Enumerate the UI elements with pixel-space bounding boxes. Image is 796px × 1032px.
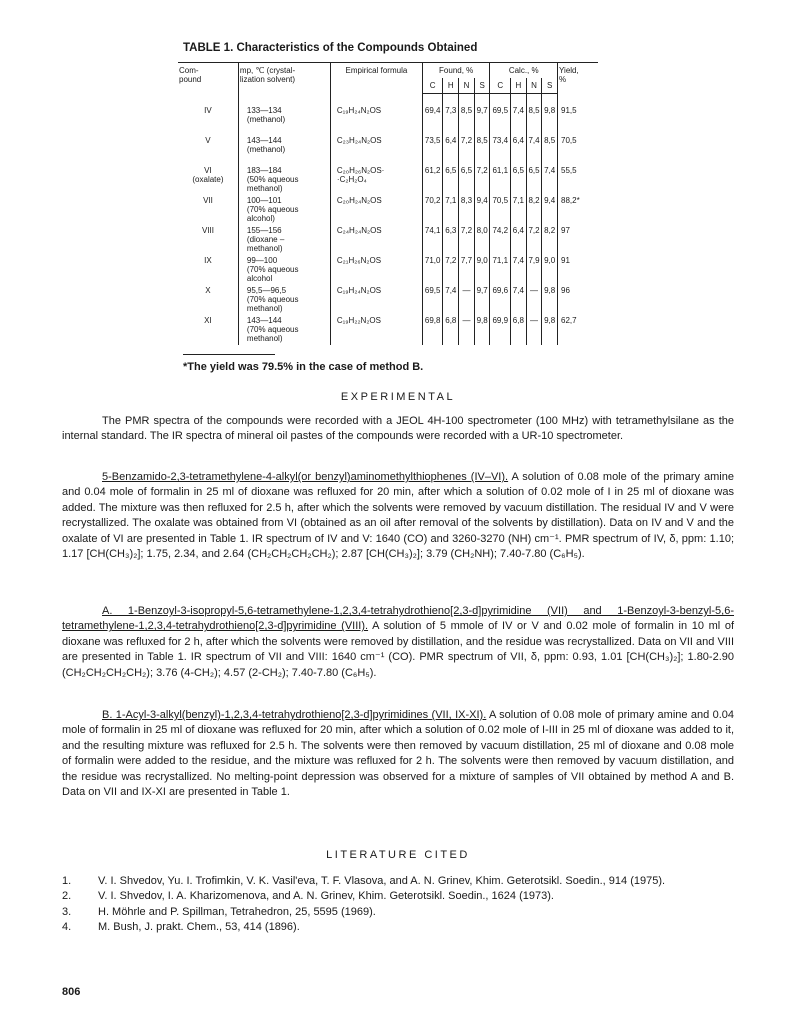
table-cell: X — [205, 286, 211, 295]
sub-n: N — [459, 78, 475, 94]
sub-s: S — [474, 78, 490, 94]
table-cell: 9,8 — [542, 94, 558, 136]
reference-number: 2. — [62, 890, 72, 903]
table-cell: 6,5 — [526, 165, 542, 195]
table-cell: VI (oxalate) — [192, 166, 224, 184]
literature-heading: LITERATURE CITED — [326, 849, 470, 861]
reference-text: M. Bush, J. prakt. Chem., 53, 414 (1896). — [98, 921, 300, 934]
col-formula: Empirical formula — [330, 63, 422, 94]
table-cell: 99—100 (70% aqueous alcohol — [238, 255, 330, 285]
table-cell: 6,8 — [511, 315, 527, 345]
col-yield: Yield, % — [558, 63, 599, 94]
table-cell: 100—101 (70% aqueous alcohol) — [238, 195, 330, 225]
table-cell: 9,7 — [474, 94, 490, 136]
reference-number: 3. — [62, 905, 72, 918]
table-cell: 7,4 — [526, 135, 542, 165]
reference-item — [62, 889, 734, 904]
sub-c: C — [422, 78, 443, 94]
table-row — [178, 195, 598, 225]
table-cell: 9,8 — [542, 315, 558, 345]
table-row — [178, 285, 598, 315]
table-cell: 69,9 — [490, 315, 511, 345]
table-cell: 91 — [558, 255, 599, 285]
table-cell: 6,4 — [511, 225, 527, 255]
table-cell: 8,5 — [459, 94, 475, 136]
table-cell: 6,4 — [511, 135, 527, 165]
table-row — [178, 165, 598, 195]
table-cell: 61,1 — [490, 165, 511, 195]
table-cell: C₂₀H₂₄N₂OS — [330, 195, 422, 225]
reference-text: V. I. Shvedov, Yu. I. Trofimkin, V. K. Vasil'eva, T. F. Vlasova, and A. N. Grinev, Khim. Geterotsikl. Soedin., 914 (1975). — [98, 875, 666, 887]
table-cell: 7,4 — [511, 255, 527, 285]
table-cell: 8,5 — [542, 135, 558, 165]
table-cell: — — [526, 315, 542, 345]
reference-list — [62, 874, 734, 936]
table-cell: C₁₉H₂₄N₂OS — [330, 94, 422, 136]
table-footnote: *The yield was 79.5% in the case of method B. — [183, 361, 424, 373]
reference-item — [62, 920, 734, 935]
table-cell: 183—184 (50% aqueous methanol) — [238, 165, 330, 195]
table-cell: 70,2 — [422, 195, 443, 225]
table-cell: 7,2 — [459, 135, 475, 165]
table-cell: VII — [203, 196, 213, 205]
reference-text: H. Möhrle and P. Spillman, Tetrahedron, 25, 5595 (1969). — [98, 905, 376, 918]
table-cell: 7,2 — [443, 255, 459, 285]
table-cell: 6,5 — [459, 165, 475, 195]
table-cell: IV — [204, 105, 212, 115]
table-cell: 91,5 — [558, 94, 599, 136]
paragraph-title: B. 1-Acyl-3-alkyl(benzyl)-1,2,3,4-tetrahydrothieno[2,3-d]pyrimidines (VII, IX-XI). — [102, 709, 487, 721]
table-cell: 69,5 — [422, 285, 443, 315]
col-calc: Calc., % — [490, 63, 558, 79]
table-cell: 7,1 — [443, 195, 459, 225]
paragraph-body: A solution of 0.08 mole of the primary amine and 0.04 mole of formalin in 25 ml of dioxane was refluxed for 20 min, after which a solution of 0.02 mole of I in 25 ml of dioxane was added. The mixture was then refluxed for 2.5 h, after which the solvents were removed by vacuum distillation. The residual IV and V were recrystallized. The oxalate was obtained from VI (obtained as an oil after removal of the solvents by distillation). Data on IV and V and the oxalate of VI are presented in Table 1. IR spectrum of IV and V: 1640 (CO) and 3260-3270 (NH) cm⁻¹. PMR spectrum of IV, δ, ppm: 1.10; 1.17 [CH(CH₃)₂]; 1.75, 2.34, and 2.64 (CH₂CH₂CH₂CH₂); 2.87 [CH(CH₃)₂]; 3.79 (CH₂NH); 7.40-7.80 (C₆H₅). — [62, 471, 734, 561]
table-cell: 6,3 — [443, 225, 459, 255]
table-cell: 7,2 — [459, 225, 475, 255]
table-cell: 143—144 (70% aqueous methanol) — [238, 315, 330, 345]
table-cell: 8,2 — [542, 225, 558, 255]
table-cell: XI — [204, 316, 212, 325]
reference-number: 4. — [62, 921, 72, 934]
page-number: 806 — [62, 986, 81, 998]
table-cell: 69,5 — [490, 94, 511, 136]
reference-item — [62, 905, 734, 920]
table-cell: 8,3 — [459, 195, 475, 225]
sub-s: S — [542, 78, 558, 94]
reference-text: V. I. Shvedov, I. A. Kharizomenova, and A. N. Grinev, Khim. Geterotsikl. Soedin., 1624 (1973). — [98, 890, 554, 903]
sub-c: C — [490, 78, 511, 94]
table-cell: 69,8 — [422, 315, 443, 345]
table-cell: 9,8 — [542, 285, 558, 315]
table-cell: 9,4 — [542, 195, 558, 225]
footnote-rule — [183, 354, 275, 355]
paragraph-body: A solution of 0.08 mole of primary amine and 0.04 mole of formalin in 25 ml of dioxane was refluxed for 20 min, after which a solution of 0.02 mole of I-III in 25 ml of dioxane was added to it, and the resulting mixture was refluxed for 2.5 h. The solvents were then removed by vacuum distillation, 25 ml of dioxane and 0.08 mole of formalin were added to the residue, and the mixture was refluxed for 2 h. The solvents were then removed by vacuum distillation, and the residue was recrystallized. No melting-point depression was observed for a mixture of samples of VII obtained by method A and B. Data on VII and IX-XI are presented in Table 1. — [62, 709, 735, 799]
table-cell: IX — [204, 256, 212, 265]
table-cell: C₁₉H₂₄N₂OS — [330, 285, 422, 315]
table-cell: 73,4 — [490, 135, 511, 165]
table-cell: 9,7 — [474, 285, 490, 315]
reference-number: 1. — [62, 875, 72, 887]
table-cell: 7,1 — [511, 195, 527, 225]
table-cell: C₂₄H₂₄N₂OS — [330, 225, 422, 255]
table-cell: C₂₃H₂₄N₂OS — [330, 135, 422, 165]
characteristics-table — [178, 62, 598, 345]
table-cell: 6,4 — [443, 135, 459, 165]
reference-item — [62, 874, 734, 889]
table-cell: 7,2 — [474, 165, 490, 195]
paragraph-title: 5-Benzamido-2,3-tetramethylene-4-alkyl(or benzyl)aminomethylthiophenes (IV–VI). — [102, 471, 509, 483]
table-title: TABLE 1. Characteristics of the Compounds Obtained — [183, 42, 478, 54]
table-cell: 143—144 (methanol) — [238, 135, 330, 165]
table-cell: 7,4 — [511, 94, 527, 136]
table-cell: 73,5 — [422, 135, 443, 165]
table-cell: 74,1 — [422, 225, 443, 255]
table-cell: 9,4 — [474, 195, 490, 225]
paragraph-method-a — [62, 604, 734, 681]
table-row — [178, 255, 598, 285]
table-cell: — — [459, 285, 475, 315]
table-cell: V — [205, 136, 211, 145]
table-cell: 6,5 — [511, 165, 527, 195]
paragraph-method-b — [62, 708, 734, 800]
table-cell: — — [459, 315, 475, 345]
table-cell: C₁₉H₂₂N₂OS — [330, 315, 422, 345]
sub-n: N — [526, 78, 542, 94]
table-cell: 96 — [558, 285, 599, 315]
table-cell: 6,8 — [443, 315, 459, 345]
table-cell: 7,2 — [526, 225, 542, 255]
table-cell: 7,9 — [526, 255, 542, 285]
table-cell: C₂₀H₂₆N₂OS· ·C₂H₂O₄ — [330, 165, 422, 195]
experimental-heading: EXPERIMENTAL — [340, 391, 456, 403]
table-cell: 8,2 — [526, 195, 542, 225]
table-cell: 9,0 — [474, 255, 490, 285]
col-mp: mp, ℃ (crystal- lization solvent) — [238, 63, 330, 94]
table-row — [178, 94, 598, 136]
paragraph-title: A. 1-Benzoyl-3-isopropyl-5,6-tetramethylene-1,2,3,4-tetrahydrothieno[2,3-d]pyrimidine (VII) and 1-Benzoyl-3-benzyl-5,6-tetramethylene-1,2,3,4-tetrahydrothieno[2,3-d]pyrimidine (VIII). — [62, 605, 734, 633]
table-cell: 70,5 — [490, 195, 511, 225]
col-found: Found, % — [422, 63, 490, 79]
paragraph-iv-vi — [62, 470, 734, 562]
table-cell: C₂₁H₂₆N₂OS — [330, 255, 422, 285]
table-cell: 69,4 — [422, 94, 443, 136]
sub-h: H — [443, 78, 459, 94]
table-row — [178, 225, 598, 255]
table-cell: 70,5 — [558, 135, 599, 165]
table-cell: 74,2 — [490, 225, 511, 255]
table-cell: 71,0 — [422, 255, 443, 285]
table-cell: 8,5 — [474, 135, 490, 165]
table-cell: 62,7 — [558, 315, 599, 345]
table-row — [178, 135, 598, 165]
table-cell: 69,6 — [490, 285, 511, 315]
table-cell: 55,5 — [558, 165, 599, 195]
intro-paragraph: The PMR spectra of the compounds were recorded with a JEOL 4H-100 spectrometer (100 MHz) with tetramethylsilane as the internal standard. The IR spectra of mineral oil pastes of the compounds were recorded with a UR-10 spectrometer. — [62, 415, 734, 443]
table-cell: 71,1 — [490, 255, 511, 285]
table-cell: 97 — [558, 225, 599, 255]
table-cell: 88,2* — [558, 195, 599, 225]
table-cell: 7,7 — [459, 255, 475, 285]
table-cell: 7,4 — [542, 165, 558, 195]
table-cell: 61,2 — [422, 165, 443, 195]
table-cell: 7,4 — [443, 285, 459, 315]
table-cell: 6,5 — [443, 165, 459, 195]
table-cell: 7,4 — [511, 285, 527, 315]
table-row — [178, 315, 598, 345]
table-cell: 155—156 (dioxane – methanol) — [238, 225, 330, 255]
col-compound: Com- pound — [178, 63, 238, 94]
table-cell: 9,0 — [542, 255, 558, 285]
table-cell: 95,5—96,5 (70% aqueous methanol) — [238, 285, 330, 315]
table-cell: 133—134 (methanol) — [238, 94, 330, 136]
table-cell: 7,3 — [443, 94, 459, 136]
table-cell: VIII — [201, 226, 214, 235]
table-cell: 8,5 — [526, 94, 542, 136]
sub-h: H — [511, 78, 527, 94]
table-cell: 9,8 — [474, 315, 490, 345]
table-cell: — — [526, 285, 542, 315]
table-cell: 8,0 — [474, 225, 490, 255]
paragraph-body: A solution of 5 mmole of IV or V and 0.02 mole of formalin in 10 ml of dioxane was refluxed for 2 h, after which the solvents were removed by distillation, and the residue was recrystallized. Data on VII and VIII are presented in Table 1. IR spectrum of VII and VIII: 1640 cm⁻¹ (CO). PMR spectrum of VII, δ, ppm: 0.93, 1.01 [CH(CH₃)₂]; 1.80-2.90 (CH₂CH₂CH₂CH₂); 3.76 (4-CH₂); 4.57 (2-CH₂); 7.40-7.80 (C₆H₅). — [62, 620, 734, 679]
